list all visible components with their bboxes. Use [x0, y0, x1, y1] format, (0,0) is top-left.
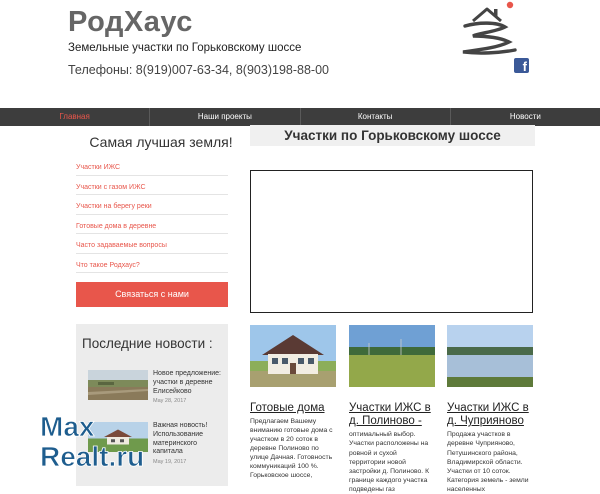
property-card[interactable] — [447, 325, 533, 494]
card-title[interactable]: Участки ИЖС в д. Полиново - — [349, 402, 431, 428]
sidebar-link-riverside[interactable]: Участки на берегу реки — [76, 195, 228, 215]
maxrealt-watermark — [40, 408, 190, 472]
map-embed-frame[interactable] — [250, 170, 533, 313]
sidebar-title: Самая лучшая земля! — [89, 134, 233, 150]
news-date: May 28, 2017 — [153, 398, 187, 405]
phone-numbers: Телефоны: 8(919)007-63-34, 8(903)198-88-00 — [68, 63, 329, 77]
nav-item-home[interactable]: Главная — [0, 108, 150, 126]
logo-red-dot — [507, 2, 513, 8]
news-text[interactable] — [153, 370, 227, 405]
nav-item-news[interactable]: Новости — [509, 112, 541, 121]
card-image-field[interactable] — [349, 325, 435, 387]
sidebar-link-faq[interactable]: Часто задаваемые вопросы — [76, 234, 228, 254]
card-image-house[interactable] — [250, 325, 336, 387]
site-title[interactable]: РодХаус — [68, 6, 193, 38]
card-description: оптимальный выбор. Участки расположены на ровной и сухой территории новой застройки д. Полиново. К границе каждого участка подведены газ — [349, 431, 430, 493]
house-logo-icon[interactable] — [457, 0, 519, 58]
sidebar-links — [76, 156, 228, 273]
site-subtitle: Земельные участки по Горьковскому шоссе — [68, 42, 302, 54]
sidebar-link-houses[interactable]: Готовые дома в деревне — [76, 215, 228, 235]
card-description: Продажа участков в деревне Чуприяново, Петушинского района, Владимирской области. Участки от 10 соток. Категория земель - земли населенных — [447, 431, 529, 493]
property-card[interactable] — [349, 325, 435, 494]
watermark-line1: Max — [40, 411, 95, 442]
sidebar-link-about[interactable]: Что такое Родхаус? — [76, 254, 228, 274]
nav-item-contacts[interactable]: Контакты — [301, 108, 451, 126]
sidebar-link-izhs[interactable]: Участки ИЖС — [76, 156, 228, 176]
facebook-icon[interactable]: f — [514, 58, 529, 73]
card-description: Предлагаем Вашему вниманию готовые дома с участком в 20 соток в деревне Полиново по улице Дачная. Готовность коммуникаций 100 %. Горьковское шоссе, — [250, 418, 333, 480]
main-section-title: Участки по Горьковскому шоссе — [250, 125, 535, 146]
latest-news-title: Последние новости : — [82, 336, 213, 351]
card-title[interactable]: Готовые дома — [250, 402, 325, 414]
news-date: May 19, 2017 — [153, 459, 187, 465]
news-headline[interactable]: Важная новость! Использование материнского капитала — [153, 422, 208, 456]
news-thumb-fields[interactable] — [88, 370, 148, 400]
nav-item-projects[interactable]: Наши проекты — [150, 108, 300, 126]
news-headline[interactable]: Новое предложение: участки в деревне Елисейково — [153, 370, 221, 395]
logo-chimney — [494, 9, 498, 17]
watermark-line2: Realt.ru — [40, 441, 145, 472]
main-nav — [0, 108, 600, 126]
card-image-lake[interactable] — [447, 325, 533, 387]
logo-swoosh — [463, 23, 515, 53]
contact-us-button[interactable]: Связаться с нами — [76, 282, 228, 307]
card-title[interactable]: Участки ИЖС в д. Чуприяново — [447, 402, 529, 428]
sidebar-link-gas[interactable]: Участки с газом ИЖС — [76, 176, 228, 196]
property-card[interactable] — [250, 325, 336, 480]
